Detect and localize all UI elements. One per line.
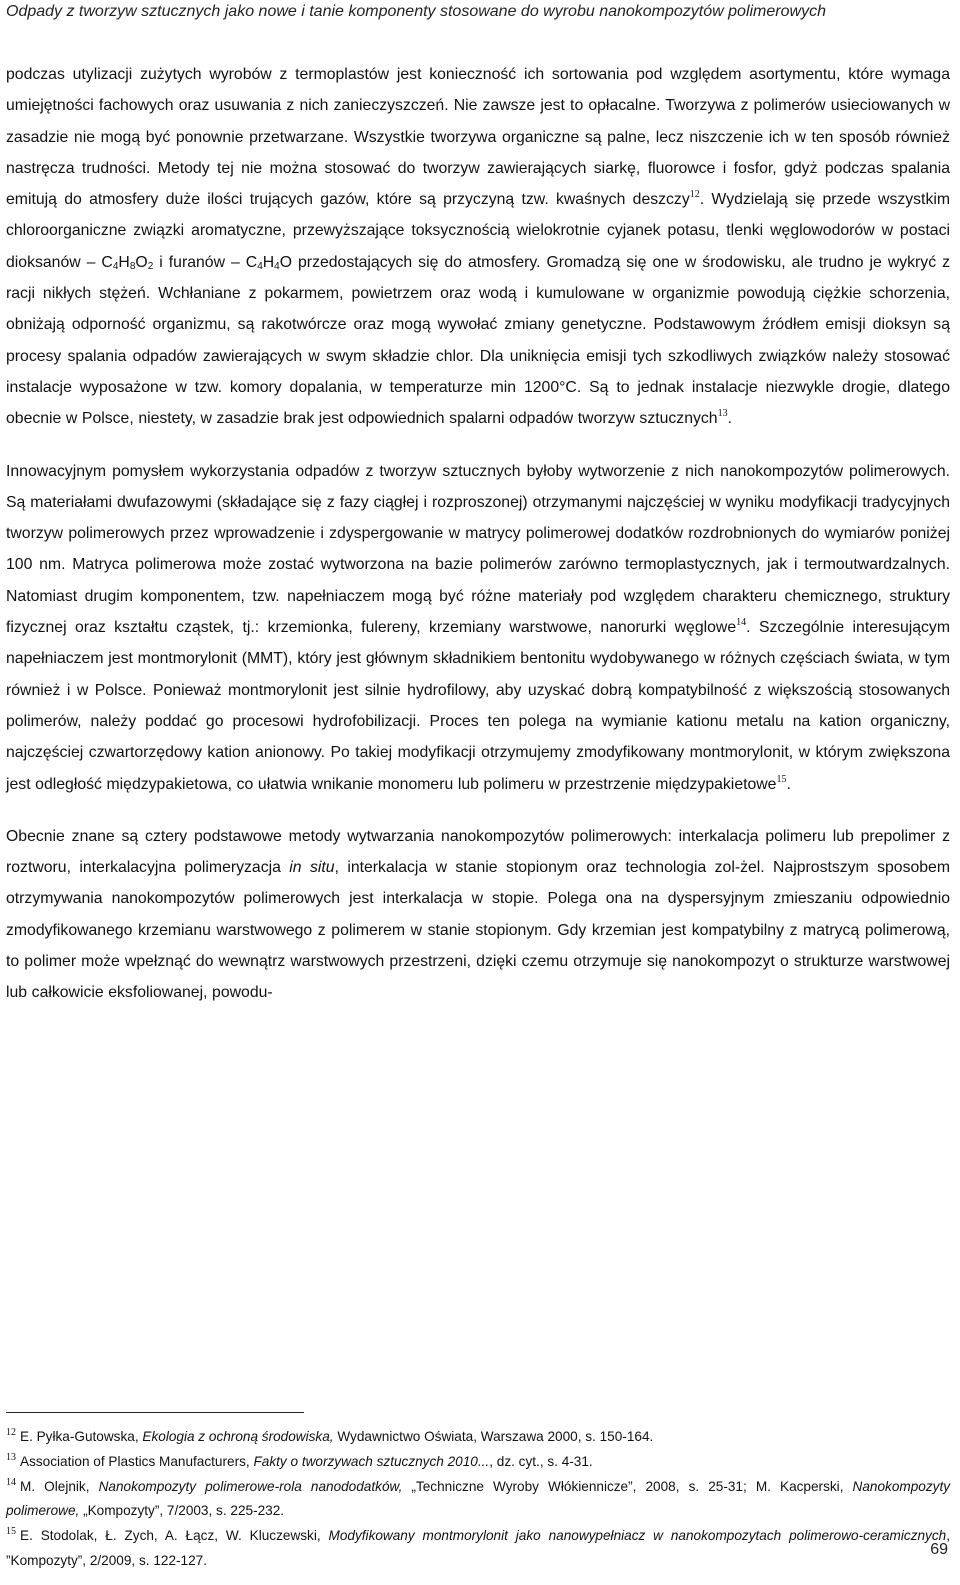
footnote-number: 13 bbox=[6, 1451, 16, 1463]
paragraph-1 bbox=[6, 59, 950, 435]
footnote-13 bbox=[6, 1450, 950, 1475]
footnote-title: Modyfikowany montmorylonit jako nanowypełniacz w nanokompozytach polimerowo-ceramicznych bbox=[328, 1528, 947, 1544]
footnote-number: 12 bbox=[6, 1427, 16, 1438]
formula-letter: O bbox=[135, 253, 148, 271]
footnote-ref-14[interactable]: 14 bbox=[736, 617, 747, 629]
paragraph-1-text-d: O przedostających się do atmosfery. Gromadzą się one w środowisku, ale trudno je wykryć z racji nikłych stężeń. Wchłaniane z pokarmem, powietrzem oraz wodą i kumulowane w organizmie powodują ciężkie schorzenia, obniżają odporność organizmu, są rakotwórcze oraz mogą wywołać zmiany genetyczne. Podstawowym źródłem emisji dioksyn są procesy spalania odpadów zawierających w swym składzie chlor. Dla uniknięcia emisji tych szkodliwych związków należy stosować instalacje wyposażone w tzw. komory dopalania, w temperaturze min 1200°C. Są to jednak instalacje niezwykle drogie, dlatego obecnie w Polsce, niestety, w zasadzie brak jest odpowiednich spalarni odpadów tworzyw sztucznych bbox=[6, 253, 951, 428]
footnote-text: , dz. cyt., s. 4-31. bbox=[489, 1453, 593, 1469]
subscript: 4 bbox=[257, 260, 263, 272]
paragraph-1-text-a: podczas utylizacji zużytych wyrobów z termoplastów jest konieczność ich sortowania pod względem asortymentu, które wymaga umiejętności fachowych oraz usuwania z nich zanieczyszczeń. Nie zawsze jest to opłacalne. Tworzywa z polimerów usieciowanych w zasadzie nie mogą być ponownie przetwarzane. Wszystkie tworzywa organiczne są palne, lecz niszczenie ich w ten sposób również nastręcza trudności. Metody tej nie można stosować do tworzyw zawierających siarkę, fluorowce i fosfor, gdyż podczas spalania emitują do atmosfery duże ilości trujących gazów, które są przyczyną tzw. kwaśnych deszczy bbox=[6, 66, 950, 209]
footnote-12 bbox=[6, 1425, 950, 1450]
paragraph-1-text-e: . bbox=[727, 410, 732, 428]
running-header bbox=[6, 1, 950, 23]
footnote-title: Nanokompozyty polimerowe, bbox=[6, 1478, 951, 1519]
paragraph-2 bbox=[6, 456, 950, 800]
formula-letter: H bbox=[262, 253, 275, 271]
page-number: 69 bbox=[930, 1541, 948, 1558]
paragraph-2-text-a: Innowacyjnym pomysłem wykorzystania odpadów z tworzyw sztucznych byłoby wytworzenie z nich nanokompozytów polimerowych. Są materiałami dwufazowymi (składające się z fazy ciągłej i rozproszonej) otrzymanymi najczęściej w wyniku modyfikacji tradycyjnych tworzyw polimerowych przez wprowadzenie i zdyspergowanie w matrycy polimerowej dodatków rozdrobnionych do wymiarów poniżej 100 nm. Matryca polimerowa może zostać wytworzona na bazie polimerów zarówno termoplastycznych, jak i termoutwardzalnych. Natomiast drugim komponentem, tzw. napełniaczem mogą być różne materiały pod względem charakteru chemicznego, struktury fizycznej oraz kształtu cząstek, tj.: krzemionka, fulereny, krzemiany warstwowe, nanorurki węglowe bbox=[6, 462, 950, 637]
paragraph-3-text-b: , interkalacja w stanie stopionym oraz technologia zol-żel. Najprostszym sposobem otrzymywania nanokompozytów polimerowych jest interkalacja w stopie. Polega ona na dyspersyjnym zmieszaniu odpowiednio zmodyfikowanego krzemianu warstwowego z polimerem w stanie stopionym. Gdy krzemian jest kompatybilny z matrycą polimerową, to polimer może wpełznąć do wewnątrz warstwowych przestrzeni, dzięki czemu otrzymuje się nanokompozyt o strukturze warstwowej lub całkowicie eksfoliowanej, powodu- bbox=[6, 859, 950, 1002]
paragraph-3 bbox=[6, 821, 950, 1009]
footnote-text: E. Stodolak, Ł. Zych, A. Łącz, W. Kluczewski, bbox=[20, 1528, 329, 1544]
footnote-title: Nanokompozyty polimerowe-rola nanododatków, bbox=[98, 1478, 403, 1494]
paragraph-2-text-b: . Szczególnie interesującym napełniaczem jest montmorylonit (MMT), który jest głównym składnikiem bentonitu wydobywanego w różnych częściach świata, w tym również i w Polsce. Ponieważ montmorylonit jest silnie hydrofilowy, aby uzyskać dobrą kompatybilność z większością stosowanych polimerów, należy poddać go procesowi hydrofobilizacji. Proces ten polega na wymianie kationu metalu na kation organiczny, najczęściej czwartorzędowy kation anionowy. Po takiej modyfikacji otrzymujemy zmodyfikowany montmorylonit, w którym zwiększona jest odległość międzypakietowa, co ułatwia wnikanie monomeru lub polimeru w przestrzenie międzypakietowe bbox=[6, 619, 950, 793]
footnote-number: 14 bbox=[6, 1476, 16, 1488]
footnote-ref-12[interactable]: 12 bbox=[689, 189, 700, 201]
paragraph-1-text-c: i furanów – C bbox=[153, 253, 258, 271]
body-text bbox=[6, 59, 950, 1009]
formula-letter: H bbox=[118, 253, 130, 271]
footnote-ref-13[interactable]: 13 bbox=[717, 408, 728, 420]
footnote-text: Association of Plastics Manufacturers, bbox=[20, 1453, 254, 1469]
footnotes bbox=[6, 1425, 950, 1574]
subscript: 4 bbox=[112, 260, 119, 272]
subscript: 8 bbox=[129, 260, 136, 272]
footnote-text: „Techniczne Wyroby Włókiennicze”, 2008, s. 25-31; M. Kacperski, bbox=[402, 1478, 853, 1494]
italic-term: in situ bbox=[289, 859, 335, 877]
footnote-number: 15 bbox=[6, 1526, 16, 1538]
footnote-text: , ”Kompozyty”, 2/2009, s. 122-127. bbox=[6, 1528, 950, 1568]
running-header-text: Odpady z tworzyw sztucznych jako nowe i tanie komponenty stosowane do wyrobu nanokompozytów polimerowych bbox=[6, 3, 826, 20]
paragraph-3-text-a: Obecnie znane są cztery podstawowe metody wytwarzania nanokompozytów polimerowych: interkalacja polimeru lub prepolimer z roztworu, interkalacyjna polimeryzacja bbox=[6, 827, 950, 877]
paragraph-2-text-c: . bbox=[786, 775, 791, 793]
footnote-14 bbox=[6, 1475, 950, 1525]
footnote-ref-15[interactable]: 15 bbox=[776, 773, 787, 785]
subscript: 4 bbox=[274, 260, 280, 272]
footnote-15 bbox=[6, 1524, 950, 1574]
paragraph-1-text-b: . Wydzielają się przede wszystkim chloroorganiczne związki aromatyczne, przewyższające toksycznością wielokrotnie cyjanek potasu, tlenki węglowodorów w postaci dioksanów – C bbox=[6, 191, 951, 271]
footnote-title: Ekologia z ochroną środowiska, bbox=[142, 1429, 334, 1444]
footnote-text: E. Pyłka-Gutowska, bbox=[20, 1429, 143, 1444]
footnote-text: „Kompozyty”, 7/2003, s. 225-232. bbox=[79, 1503, 285, 1519]
footnote-separator bbox=[6, 1412, 304, 1413]
footnote-text: Wydawnictwo Oświata, Warszawa 2000, s. 150-164. bbox=[333, 1429, 654, 1444]
footnote-text: M. Olejnik, bbox=[20, 1478, 99, 1494]
subscript: 2 bbox=[147, 260, 154, 272]
footnote-title: Fakty o tworzywach sztucznych 2010... bbox=[253, 1453, 490, 1469]
